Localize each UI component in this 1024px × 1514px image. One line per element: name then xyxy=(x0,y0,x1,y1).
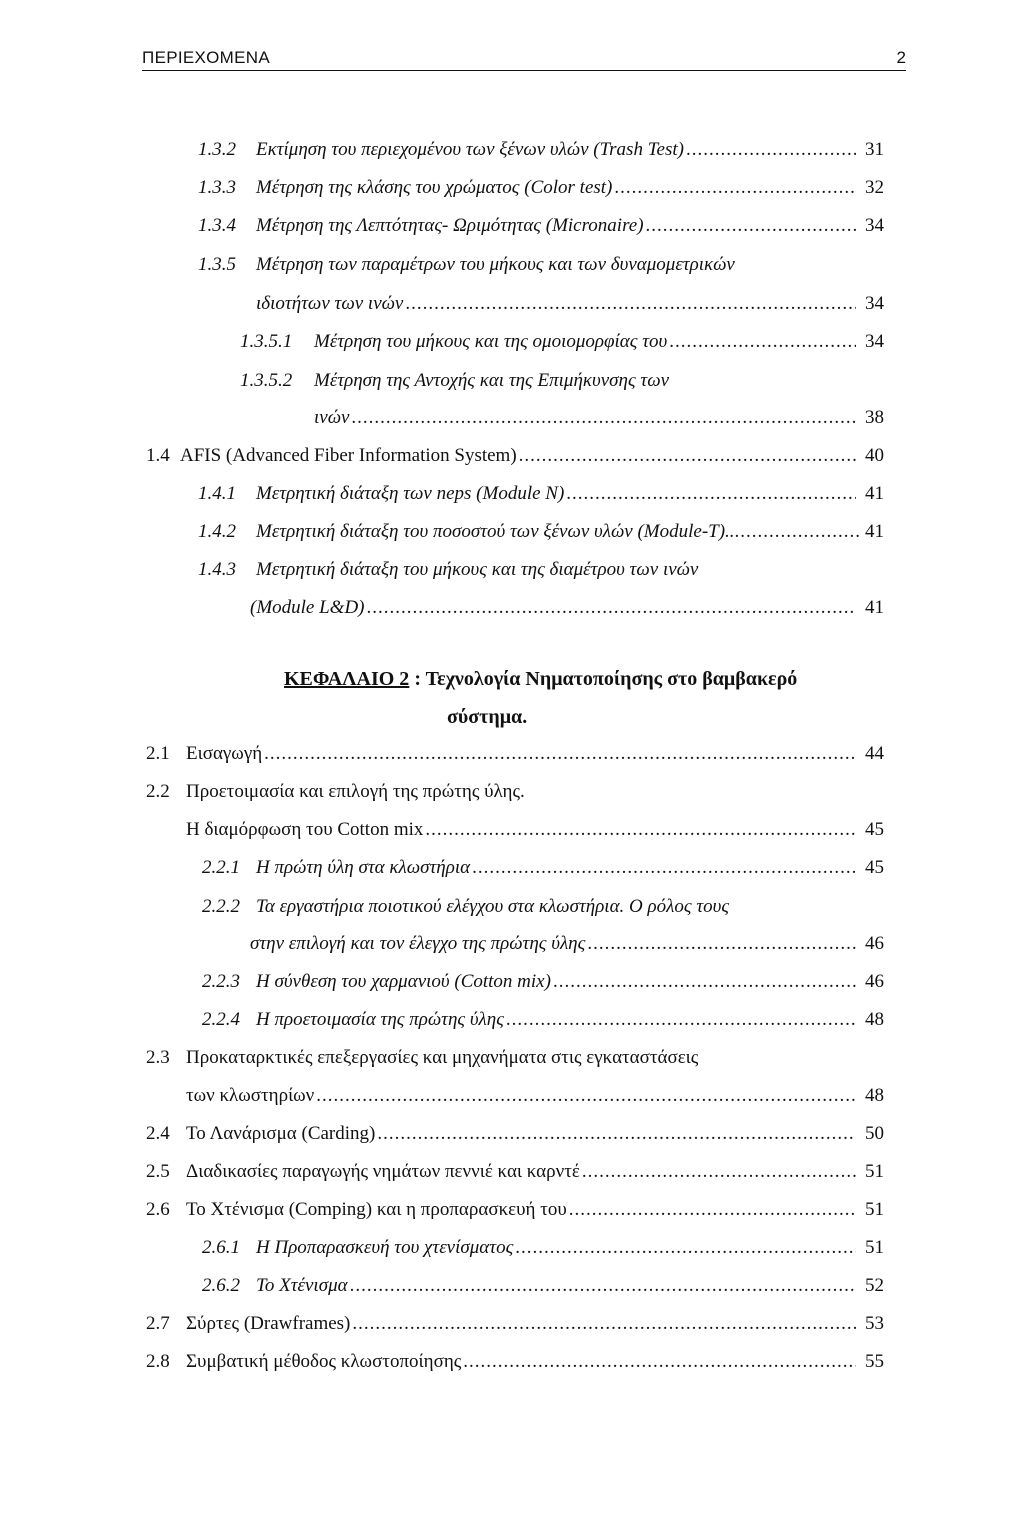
toc-entry-number: 1.3.5.2 xyxy=(240,370,293,391)
leader-dots xyxy=(569,1198,856,1222)
toc-entry-number: 1.4.2 xyxy=(198,521,236,542)
toc-entry-number: 2.2.4 xyxy=(202,1009,240,1030)
leader-dots xyxy=(553,970,856,994)
leader-dots xyxy=(686,138,856,162)
toc-entry-title-cont: των κλωστηρίων xyxy=(186,1085,315,1106)
leader-dots xyxy=(614,176,856,200)
toc-entry[interactable] xyxy=(146,1160,884,1184)
toc-entry-number: 2.2 xyxy=(146,781,170,802)
toc-entry-title-cont: (Module L&D) xyxy=(250,597,365,618)
toc-entry-number: 2.2.3 xyxy=(202,971,240,992)
leader-dots xyxy=(377,1122,856,1146)
toc-entry-continuation[interactable] xyxy=(186,1084,884,1108)
toc-entry-number: 2.5 xyxy=(146,1161,170,1182)
toc-entry-number: 2.6 xyxy=(146,1199,170,1220)
toc-entry-number: 2.6.2 xyxy=(202,1275,240,1296)
toc-entry-page: 41 xyxy=(865,483,884,504)
chapter-title: Τεχνολογία Νηματοποίησης στο βαμβακερό xyxy=(425,668,798,690)
toc-entry-continuation[interactable] xyxy=(186,818,884,842)
toc-entry[interactable] xyxy=(146,1312,884,1336)
toc-entry-page: 46 xyxy=(865,971,884,992)
toc-entry-continuation[interactable] xyxy=(250,932,884,956)
toc-entry-page: 53 xyxy=(865,1313,884,1334)
leader-dots xyxy=(351,406,856,430)
chapter-label: ΚΕΦΑΛΑΙΟ 2 xyxy=(284,668,410,690)
toc-entry-title: Μετρητική διάταξη των neps (Module N) xyxy=(256,483,565,504)
toc-entry-title-cont: στην επιλογή και τον έλεγχο της πρώτης ύλης xyxy=(250,933,586,954)
toc-entry[interactable] xyxy=(202,1274,884,1298)
toc-entry[interactable] xyxy=(146,1350,884,1374)
toc-entry-title-cont: ινών xyxy=(314,407,350,428)
toc-entry-heading-line[interactable] xyxy=(198,253,735,277)
toc-entry-continuation[interactable] xyxy=(314,406,884,430)
leader-dots xyxy=(405,292,856,316)
toc-entry-number: 2.4 xyxy=(146,1123,170,1144)
leader-dots xyxy=(519,444,856,468)
toc-entry-title: Σύρτες (Drawframes) xyxy=(186,1313,351,1334)
toc-entry-title: Το Χτένισμα (Comping) και η προπαρασκευή του xyxy=(186,1199,567,1220)
toc-entry-title: Μέτρηση της Λεπτότητας- Ωριμότητας (Micronaire) xyxy=(256,215,644,236)
leader-dots xyxy=(669,330,856,354)
toc-entry[interactable] xyxy=(146,444,884,468)
leader-dots xyxy=(316,1084,856,1108)
toc-entry-page: 50 xyxy=(865,1123,884,1144)
toc-entry-title: Η προετοιμασία της πρώτης ύλης xyxy=(256,1009,504,1030)
toc-entry-title: Προκαταρκτικές επεξεργασίες και μηχανήματα στις εγκαταστάσεις xyxy=(186,1047,699,1068)
toc-entry-page: 52 xyxy=(865,1275,884,1296)
toc-entry-number: 1.3.3 xyxy=(198,177,236,198)
leader-dots xyxy=(472,856,856,880)
toc-entry-title: Εισαγωγή xyxy=(186,743,263,764)
leader-dots xyxy=(506,1008,856,1032)
toc-entry-number: 2.7 xyxy=(146,1313,170,1334)
leader-dots xyxy=(352,1312,856,1336)
leader-dots xyxy=(587,932,856,956)
toc-entry-title: Τα εργαστήρια ποιοτικού ελέγχου στα κλωστήρια. Ο ρόλος τους xyxy=(256,896,730,917)
page-header xyxy=(142,48,906,71)
toc-entry-heading-line[interactable] xyxy=(146,780,525,804)
leader-dots xyxy=(735,520,860,544)
toc-entry-number: 2.2.2 xyxy=(202,896,240,917)
toc-entry-page: 55 xyxy=(865,1351,884,1372)
toc-entry-number: 2.8 xyxy=(146,1351,170,1372)
toc-entry-number: 2.2.1 xyxy=(202,857,240,878)
toc-entry-title: Μέτρηση της Αντοχής και της Επιμήκυνσης των xyxy=(314,370,670,391)
toc-entry-page: 32 xyxy=(865,177,884,198)
toc-entry[interactable] xyxy=(202,970,884,994)
toc-entry[interactable] xyxy=(198,138,884,162)
toc-entry-title: Διαδικασίες παραγωγής νημάτων πεννιέ και καρντέ xyxy=(186,1161,580,1182)
toc-entry[interactable] xyxy=(202,1236,884,1260)
toc-entry-page: 31 xyxy=(865,139,884,160)
toc-entry-page: 51 xyxy=(865,1161,884,1182)
toc-entry-page: 34 xyxy=(865,293,884,314)
toc-entry-number: 1.3.2 xyxy=(198,139,236,160)
toc-entry-number: 1.3.4 xyxy=(198,215,236,236)
toc-entry-page: 34 xyxy=(865,331,884,352)
toc-entry-number: 2.6.1 xyxy=(202,1237,240,1258)
toc-entry-number: 2.3 xyxy=(146,1047,170,1068)
toc-entry-heading-line[interactable] xyxy=(146,1046,698,1070)
toc-entry-heading-line[interactable] xyxy=(240,369,669,393)
toc-entry[interactable] xyxy=(202,856,884,880)
toc-entry-page: 44 xyxy=(865,743,884,764)
header-page-number: 2 xyxy=(896,48,906,67)
leader-dots xyxy=(350,1274,856,1298)
toc-entry-page: 51 xyxy=(865,1199,884,1220)
toc-entry-title-cont: Η διαμόρφωση του Cotton mix xyxy=(186,819,424,840)
toc-entry-title: Μετρητική διάταξη του ποσοστού των ξένων υλών (Module-T).. xyxy=(256,521,735,542)
toc-entry-continuation[interactable] xyxy=(256,292,884,316)
toc-entry[interactable] xyxy=(202,1008,884,1032)
toc-entry-number: 1.4 xyxy=(146,445,170,466)
toc-entry[interactable] xyxy=(240,330,884,354)
toc-entry-heading-line[interactable] xyxy=(198,558,698,582)
toc-entry[interactable] xyxy=(198,520,884,544)
toc-entry-page: 34 xyxy=(865,215,884,236)
toc-entry-title-cont: ιδιοτήτων των ινών xyxy=(256,293,404,314)
toc-entry-number: 2.1 xyxy=(146,743,170,764)
toc-entry-number: 1.4.1 xyxy=(198,483,236,504)
leader-dots xyxy=(582,1160,856,1184)
toc-entry-title: Το Λανάρισμα (Carding) xyxy=(186,1123,376,1144)
toc-entry-title: Η Προπαρασκευή του χτενίσματος xyxy=(256,1237,514,1258)
toc-entry[interactable] xyxy=(146,742,884,766)
toc-entry-page: 41 xyxy=(865,521,884,542)
toc-entry[interactable] xyxy=(198,482,884,506)
toc-entry-title: Μέτρηση των παραμέτρων του μήκους και των δυναμομετρικών xyxy=(256,254,735,275)
chapter-heading[interactable] xyxy=(284,667,797,691)
toc-entry-title: AFIS (Advanced Fiber Information System) xyxy=(180,445,517,466)
toc-entry-title: Προετοιμασία και επιλογή της πρώτης ύλης. xyxy=(186,781,525,802)
toc-entry-title: Εκτίμηση του περιεχομένου των ξένων υλών (Trash Test) xyxy=(256,139,684,160)
leader-dots xyxy=(463,1350,856,1374)
toc-entry-page: 38 xyxy=(865,407,884,428)
toc-entry-number: 1.3.5 xyxy=(198,254,236,275)
toc-entry-page: 41 xyxy=(865,597,884,618)
toc-entry-page: 45 xyxy=(865,857,884,878)
toc-entry-title: Μέτρηση του μήκους και της ομοιομορφίας του xyxy=(314,331,668,352)
toc-entry-number: 1.3.5.1 xyxy=(240,331,293,352)
leader-dots xyxy=(367,596,856,620)
chapter-separator: : xyxy=(414,668,421,690)
toc-entry-heading-line[interactable] xyxy=(202,895,729,919)
toc-entry-page: 46 xyxy=(865,933,884,954)
leader-dots xyxy=(264,742,856,766)
leader-dots xyxy=(646,214,856,238)
toc-entry-title: Συμβατική μέθοδος κλωστοποίησης xyxy=(186,1351,462,1372)
leader-dots xyxy=(425,818,856,842)
toc-entry[interactable] xyxy=(146,1122,884,1146)
toc-entry-page: 40 xyxy=(865,445,884,466)
leader-dots xyxy=(515,1236,856,1260)
toc-entry-continuation[interactable] xyxy=(250,596,884,620)
toc-entry-title: Το Χτένισμα xyxy=(256,1275,348,1296)
toc-entry[interactable] xyxy=(146,1198,884,1222)
toc-entry-page: 48 xyxy=(865,1009,884,1030)
toc-entry-title: Μετρητική διάταξη του μήκους και της διαμέτρου των ινών xyxy=(256,559,699,580)
toc-entry-number: 1.4.3 xyxy=(198,559,236,580)
leader-dots xyxy=(566,482,856,506)
header-title: ΠΕΡΙΕΧΟΜΕΝΑ xyxy=(142,48,270,67)
toc-entry-page: 48 xyxy=(865,1085,884,1106)
toc-entry-title: Μέτρηση της κλάσης του χρώματος (Color test) xyxy=(256,177,613,198)
toc-entry[interactable] xyxy=(198,176,884,200)
toc-entry-title: Η σύνθεση του χαρμανιού (Cotton mix) xyxy=(256,971,551,992)
toc-entry[interactable] xyxy=(198,214,884,238)
chapter-title-continuation: σύστημα. xyxy=(447,706,528,728)
toc-entry-page: 45 xyxy=(865,819,884,840)
toc-entry-page: 51 xyxy=(865,1237,884,1258)
toc-entry-title: Η πρώτη ύλη στα κλωστήρια xyxy=(256,857,471,878)
